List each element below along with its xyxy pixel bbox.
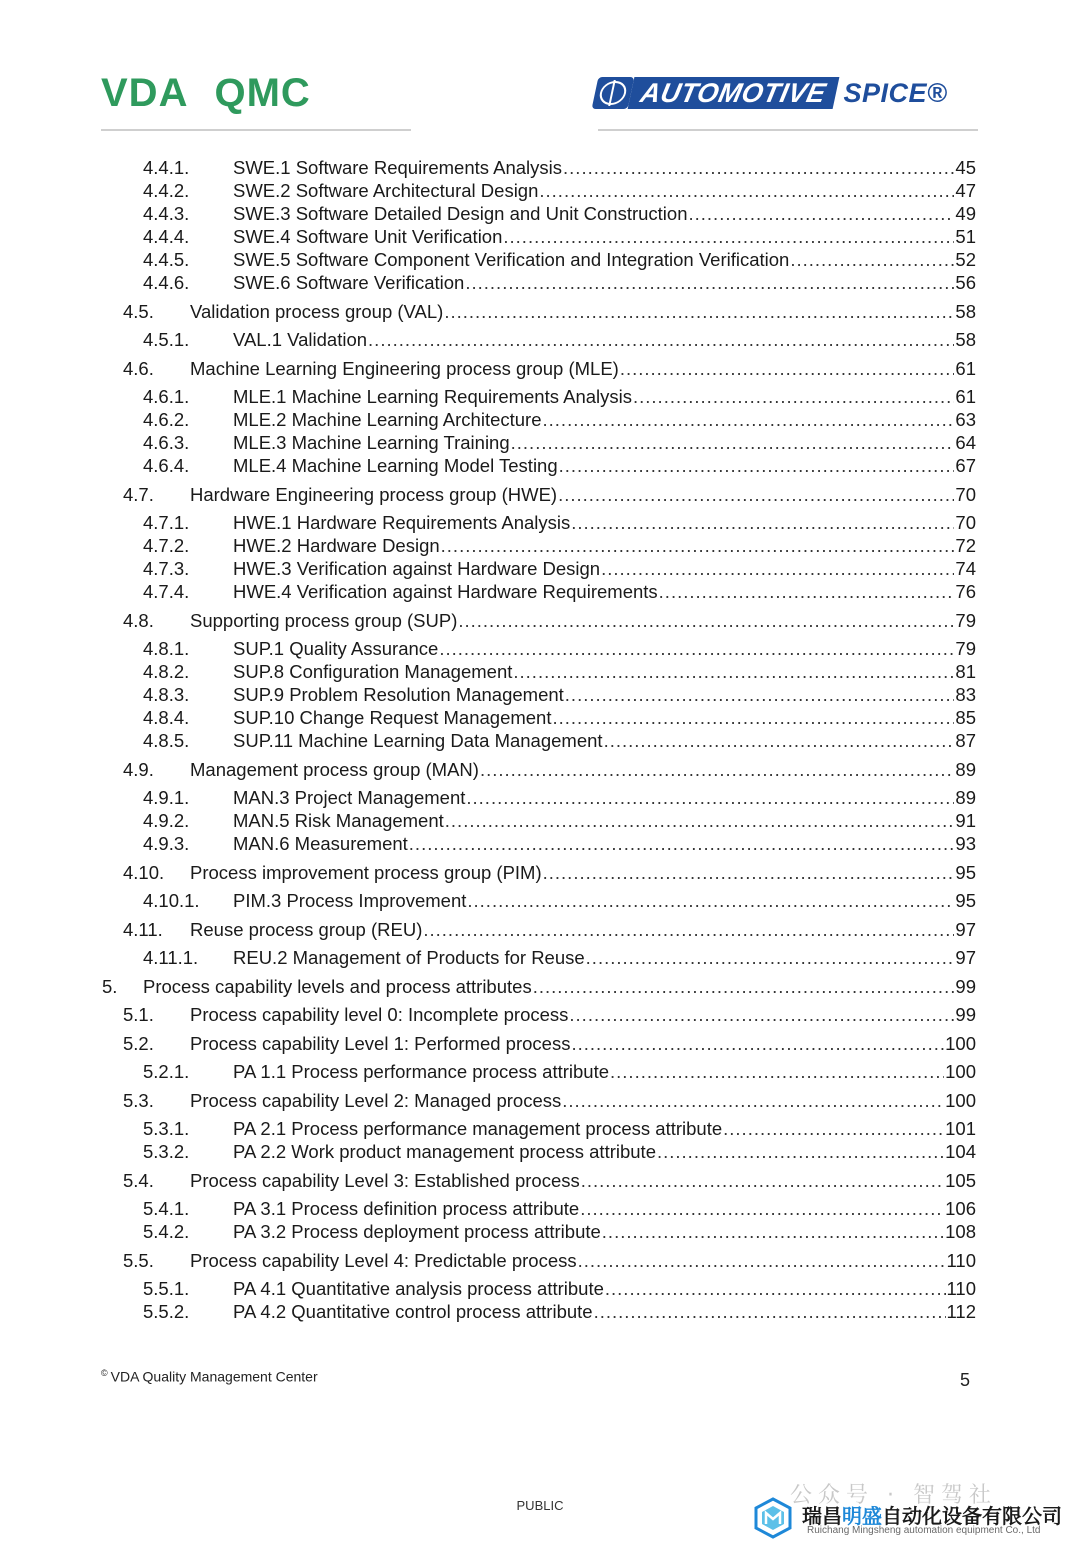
toc-page-number: 101 — [945, 1118, 976, 1139]
toc-page-number: 97 — [955, 918, 976, 940]
toc-entry[interactable] — [0, 609, 1080, 632]
toc-leader-dots — [657, 1140, 944, 1163]
toc-leader-dots — [409, 832, 955, 855]
toc-page-number: 81 — [955, 661, 976, 682]
toc-title: HWE.1 Hardware Requirements Analysis — [233, 512, 571, 533]
toc-title: SUP.1 Quality Assurance — [233, 638, 439, 659]
toc-entry[interactable] — [0, 918, 1080, 941]
toc-entry[interactable] — [0, 706, 1080, 729]
toc-leader-dots — [444, 300, 954, 323]
toc-title: Hardware Engineering process group (HWE) — [190, 483, 558, 505]
toc-number: 5.3.2. — [143, 1141, 190, 1162]
toc-page-number: 79 — [955, 638, 976, 659]
toc-number: 4.6.1. — [143, 386, 190, 407]
toc-page-number: 110 — [946, 1249, 976, 1271]
toc-page-number: 91 — [955, 810, 976, 831]
toc-entry[interactable] — [0, 271, 1080, 294]
toc-leader-dots — [439, 637, 954, 660]
toc-entry[interactable] — [0, 683, 1080, 706]
toc-page-number: 52 — [955, 249, 976, 270]
toc-page-number: 58 — [955, 300, 976, 322]
toc-number: 5.3. — [123, 1089, 154, 1111]
toc-page-number: 104 — [945, 1141, 976, 1162]
toc-leader-dots — [458, 609, 954, 632]
toc-entry[interactable] — [0, 454, 1080, 477]
toc-page-number: 108 — [945, 1221, 976, 1242]
toc-entry[interactable] — [0, 357, 1080, 380]
toc-entry[interactable] — [0, 1117, 1080, 1140]
toc-leader-dots — [571, 511, 954, 534]
toc-leader-dots — [571, 1032, 944, 1055]
toc-page-number: 45 — [955, 157, 976, 178]
toc-leader-dots — [543, 861, 955, 884]
toc-entry[interactable] — [0, 179, 1080, 202]
toc-number: 4.8.1. — [143, 638, 190, 659]
toc-title: SWE.6 Software Verification — [233, 272, 465, 293]
toc-leader-dots — [513, 660, 954, 683]
toc-page-number: 79 — [955, 609, 976, 631]
toc-entry[interactable] — [0, 861, 1080, 884]
toc-entry[interactable] — [0, 889, 1080, 912]
toc-page-number: 70 — [955, 483, 976, 505]
toc-page-number: 87 — [955, 730, 976, 751]
vda-logo-text: VDA — [101, 70, 189, 115]
toc-entry[interactable] — [0, 534, 1080, 557]
toc-leader-dots — [467, 889, 954, 912]
toc-title: Process capability Level 4: Predictable process — [190, 1249, 577, 1271]
toc-number: 4.8.2. — [143, 661, 190, 682]
toc-entry[interactable] — [0, 1169, 1080, 1192]
toc-leader-dots — [368, 328, 954, 351]
toc-number: 4.4.1. — [143, 157, 190, 178]
toc-entry[interactable] — [0, 809, 1080, 832]
toc-page-number: 89 — [955, 787, 976, 808]
toc-page-number: 83 — [955, 684, 976, 705]
toc-title: Process capability Level 1: Performed process — [190, 1032, 571, 1054]
toc-entry[interactable] — [0, 557, 1080, 580]
toc-leader-dots — [620, 357, 955, 380]
toc-title: HWE.4 Verification against Hardware Requirements — [233, 581, 658, 602]
toc-entry[interactable] — [0, 786, 1080, 809]
toc-page-number: 99 — [955, 975, 976, 997]
toc-leader-dots — [563, 156, 954, 179]
toc-page-number: 105 — [945, 1169, 976, 1191]
toc-page-number: 51 — [955, 226, 976, 247]
toc-entry[interactable] — [0, 431, 1080, 454]
toc-title: HWE.2 Hardware Design — [233, 535, 440, 556]
toc-title: PA 2.2 Work product management process attribute — [233, 1141, 656, 1162]
toc-number: 4.6.2. — [143, 409, 190, 430]
toc-title: HWE.3 Verification against Hardware Design — [233, 558, 601, 579]
toc-entry[interactable] — [0, 202, 1080, 225]
toc-leader-dots — [533, 975, 955, 998]
toc-leader-dots — [441, 534, 955, 557]
toc-number: 5.3.1. — [143, 1118, 190, 1139]
toc-title: PA 1.1 Process performance process attribute — [233, 1061, 610, 1082]
toc-page-number: 70 — [955, 512, 976, 533]
toc-entry[interactable] — [0, 1140, 1080, 1163]
toc-number: 5.2.1. — [143, 1061, 190, 1082]
toc-number: 4.9. — [123, 758, 154, 780]
toc-entry[interactable] — [0, 758, 1080, 781]
toc-title: MAN.6 Measurement — [233, 833, 408, 854]
toc-title: VAL.1 Validation — [233, 329, 368, 350]
toc-entry[interactable] — [0, 300, 1080, 323]
copyright-text: VDA Quality Management Center — [110, 1368, 318, 1385]
toc-title: Process capability Level 3: Established process — [190, 1169, 580, 1191]
toc-page-number: 93 — [955, 833, 976, 854]
toc-number: 4.9.2. — [143, 810, 190, 831]
toc-entry[interactable] — [0, 248, 1080, 271]
toc-entry[interactable] — [0, 1300, 1080, 1323]
toc-number: 4.4.4. — [143, 226, 190, 247]
toc-entry[interactable] — [0, 156, 1080, 179]
toc-entry[interactable] — [0, 511, 1080, 534]
toc-number: 4.5.1. — [143, 329, 190, 350]
toc-number: 4.11. — [123, 918, 163, 940]
toc-page-number: 61 — [955, 386, 976, 407]
toc-entry[interactable] — [0, 660, 1080, 683]
toc-leader-dots — [601, 557, 954, 580]
toc-entry[interactable] — [0, 385, 1080, 408]
toc-page-number: 99 — [955, 1004, 976, 1025]
toc-number: 4.9.1. — [143, 787, 190, 808]
toc-number: 5.4.2. — [143, 1221, 190, 1242]
toc-number: 4.8. — [123, 609, 154, 631]
toc-number: 5.5. — [123, 1249, 154, 1271]
toc-title: SWE.3 Software Detailed Design and Unit Construction — [233, 203, 688, 224]
toc-entry[interactable] — [0, 328, 1080, 351]
toc-number: 4.6.3. — [143, 432, 190, 453]
toc-leader-dots — [602, 1220, 944, 1243]
toc-entry[interactable] — [0, 483, 1080, 506]
toc-page-number: 106 — [945, 1198, 976, 1219]
toc-number: 4.4.3. — [143, 203, 190, 224]
toc-page-number: 47 — [955, 180, 976, 201]
header-divider-right — [598, 129, 978, 131]
toc-title: MLE.2 Machine Learning Architecture — [233, 409, 542, 430]
toc-leader-dots — [552, 706, 954, 729]
automotive-spice-logo — [595, 76, 947, 110]
classification-label: PUBLIC — [516, 1498, 564, 1513]
toc-number: 4.10.1. — [143, 890, 200, 911]
toc-leader-dots — [559, 454, 955, 477]
toc-number: 4.7.2. — [143, 535, 190, 556]
toc-number: 4.10. — [123, 861, 165, 883]
toc-title: Management process group (MAN) — [190, 758, 479, 780]
toc-leader-dots — [569, 1003, 954, 1026]
toc-page-number: 89 — [955, 758, 976, 780]
toc-leader-dots — [659, 580, 955, 603]
toc-leader-dots — [543, 408, 955, 431]
toc-number: 5. — [102, 975, 118, 997]
toc-page-number: 74 — [955, 558, 976, 579]
toc-entry[interactable] — [0, 1003, 1080, 1026]
toc-leader-dots — [586, 946, 955, 969]
toc-title: PA 3.2 Process deployment process attribute — [233, 1221, 601, 1242]
toc-entry[interactable] — [0, 1060, 1080, 1083]
toc-leader-dots — [445, 809, 955, 832]
toc-number: 4.7.1. — [143, 512, 190, 533]
toc-leader-dots — [723, 1117, 944, 1140]
toc-leader-dots — [466, 786, 954, 809]
toc-entry[interactable] — [0, 729, 1080, 752]
toc-page-number: 100 — [945, 1061, 976, 1082]
spice-logo-word: SPICE® — [843, 77, 948, 108]
toc-leader-dots — [581, 1169, 944, 1192]
toc-entry[interactable] — [0, 832, 1080, 855]
vda-qmc-logo — [101, 70, 311, 116]
toc-page-number: 95 — [955, 861, 976, 883]
footer-copyright — [101, 1368, 318, 1385]
spice-logo-band: AUTOMOTIVE — [628, 77, 839, 109]
toc-number: 5.2. — [123, 1032, 154, 1054]
toc-leader-dots — [465, 271, 954, 294]
toc-title: SWE.5 Software Component Verification and Integration Verification — [233, 249, 790, 270]
toc-number: 4.9.3. — [143, 833, 190, 854]
toc-entry[interactable] — [0, 1249, 1080, 1272]
toc-entry[interactable] — [0, 1277, 1080, 1300]
toc-title: PA 2.1 Process performance management process attribute — [233, 1118, 723, 1139]
page-number: 5 — [960, 1370, 971, 1390]
toc-title: SUP.8 Configuration Management — [233, 661, 513, 682]
company-logo-icon — [752, 1497, 794, 1539]
toc-leader-dots — [633, 385, 954, 408]
toc-number: 4.11.1. — [143, 947, 199, 968]
toc-page-number: 58 — [955, 329, 976, 350]
toc-number: 5.4.1. — [143, 1198, 190, 1219]
toc-title: SUP.10 Change Request Management — [233, 707, 552, 728]
toc-title: REU.2 Management of Products for Reuse — [233, 947, 585, 968]
toc-title: Supporting process group (SUP) — [190, 609, 458, 631]
toc-entry[interactable] — [0, 1089, 1080, 1112]
toc-title: MLE.4 Machine Learning Model Testing — [233, 455, 558, 476]
toc-number: 4.7.3. — [143, 558, 190, 579]
toc-leader-dots — [580, 1197, 944, 1220]
toc-number: 4.7.4. — [143, 581, 190, 602]
toc-page-number: 67 — [955, 455, 976, 476]
watermark-company-name: 瑞昌明盛自动化设备有限公司 — [802, 1504, 1062, 1528]
toc-leader-dots — [604, 729, 955, 752]
toc-page-number: 72 — [955, 535, 976, 556]
watermark-faint-text: 公众号 · 智驾社 — [790, 1483, 997, 1508]
toc-number: 4.6.4. — [143, 455, 190, 476]
toc-leader-dots — [511, 431, 955, 454]
toc-number: 5.5.1. — [143, 1278, 190, 1299]
toc-entry[interactable] — [0, 637, 1080, 660]
toc-title: Process capability level 0: Incomplete process — [190, 1004, 569, 1025]
toc-number: 4.8.3. — [143, 684, 190, 705]
toc-title: PA 4.1 Quantitative analysis process attribute — [233, 1278, 604, 1299]
toc-page-number: 100 — [945, 1032, 976, 1054]
toc-title: SWE.1 Software Requirements Analysis — [233, 157, 563, 178]
toc-entry[interactable] — [0, 946, 1080, 969]
toc-number: 4.8.5. — [143, 730, 190, 751]
page-header — [0, 0, 1080, 140]
toc-number: 4.7. — [123, 483, 154, 505]
toc-title: MLE.3 Machine Learning Training — [233, 432, 510, 453]
header-divider-left — [101, 129, 411, 131]
toc-number: 4.5. — [123, 300, 154, 322]
toc-entry[interactable] — [0, 1032, 1080, 1055]
toc-page-number: 61 — [955, 357, 976, 379]
toc-page-number: 64 — [955, 432, 976, 453]
toc-page-number: 100 — [945, 1089, 976, 1111]
toc-title: Validation process group (VAL) — [190, 300, 444, 322]
toc-title: SWE.2 Software Architectural Design — [233, 180, 539, 201]
toc-page-number: 63 — [955, 409, 976, 430]
toc-title: MLE.1 Machine Learning Requirements Analysis — [233, 386, 632, 407]
toc-entry[interactable] — [0, 1220, 1080, 1243]
toc-leader-dots — [610, 1060, 944, 1083]
toc-leader-dots — [605, 1277, 946, 1300]
toc-leader-dots — [565, 683, 955, 706]
toc-number: 5.4. — [123, 1169, 154, 1191]
toc-entry[interactable] — [0, 225, 1080, 248]
toc-title: Process improvement process group (PIM) — [190, 861, 542, 883]
toc-entry[interactable] — [0, 408, 1080, 431]
toc-title: SUP.11 Machine Learning Data Management — [233, 730, 603, 751]
toc-title: MAN.5 Risk Management — [233, 810, 444, 831]
toc-number: 4.4.5. — [143, 249, 190, 270]
toc-page-number: 49 — [955, 203, 976, 224]
toc-entry[interactable] — [0, 975, 1080, 998]
toc-page-number: 56 — [955, 272, 976, 293]
toc-page-number: 97 — [955, 947, 976, 968]
toc-leader-dots — [423, 918, 954, 941]
toc-leader-dots — [594, 1300, 946, 1323]
toc-title: Process capability levels and process attributes — [143, 975, 532, 997]
qmc-logo-text: QMC — [214, 70, 311, 115]
toc-page-number: 76 — [955, 581, 976, 602]
toc-title: Machine Learning Engineering process group (MLE) — [190, 357, 619, 379]
toc-number: 4.6. — [123, 357, 154, 379]
toc-number: 4.4.6. — [143, 272, 190, 293]
toc-leader-dots — [562, 1089, 944, 1112]
toc-leader-dots — [790, 248, 954, 271]
toc-leader-dots — [558, 483, 954, 506]
toc-title: SWE.4 Software Unit Verification — [233, 226, 503, 247]
toc-leader-dots — [578, 1249, 946, 1272]
toc-leader-dots — [539, 179, 954, 202]
toc-leader-dots — [480, 758, 954, 781]
table-of-contents — [0, 156, 1080, 1323]
toc-title: Reuse process group (REU) — [190, 918, 423, 940]
toc-title: PA 4.2 Quantitative control process attribute — [233, 1301, 593, 1322]
toc-entry[interactable] — [0, 580, 1080, 603]
toc-entry[interactable] — [0, 1197, 1080, 1220]
toc-number: 4.4.2. — [143, 180, 190, 201]
toc-title: PIM.3 Process Improvement — [233, 890, 467, 911]
toc-page-number: 110 — [946, 1278, 976, 1299]
toc-number: 5.1. — [123, 1004, 154, 1025]
toc-number: 4.8.4. — [143, 707, 190, 728]
toc-page-number: 85 — [955, 707, 976, 728]
copyright-symbol: © — [101, 1368, 108, 1378]
toc-number: 5.5.2. — [143, 1301, 190, 1322]
toc-title: SUP.9 Problem Resolution Management — [233, 684, 564, 705]
toc-title: MAN.3 Project Management — [233, 787, 466, 808]
toc-leader-dots — [503, 225, 954, 248]
toc-title: PA 3.1 Process definition process attribute — [233, 1198, 580, 1219]
toc-leader-dots — [689, 202, 955, 225]
toc-page-number: 112 — [946, 1301, 976, 1322]
toc-title: Process capability Level 2: Managed process — [190, 1089, 562, 1111]
watermark-company-english: Ruichang Mingsheng automation equipment Co., Ltd — [807, 1525, 1041, 1536]
toc-page-number: 95 — [955, 890, 976, 911]
